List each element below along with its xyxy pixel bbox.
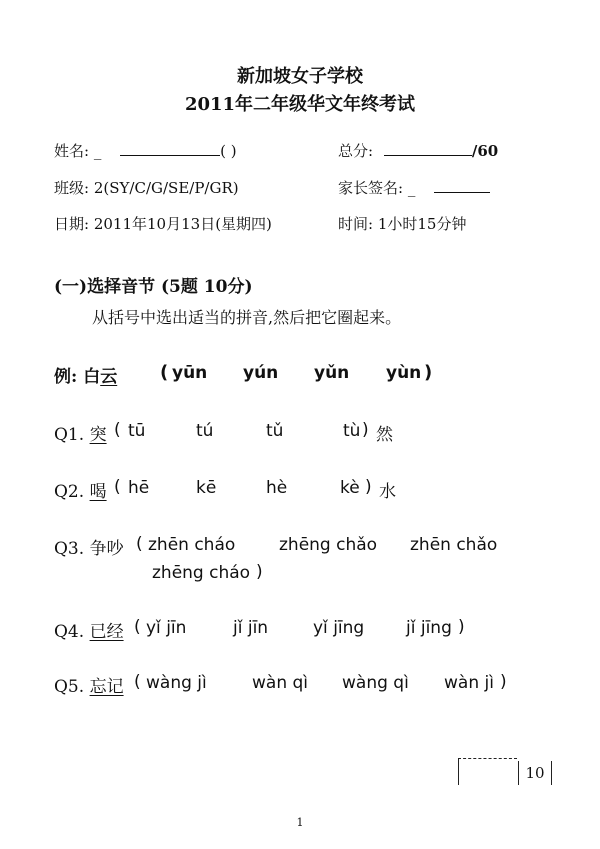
q5-option-3: wàng qì [342, 673, 409, 693]
example-word: 云 [100, 367, 118, 387]
q1-option-2: tú [196, 421, 214, 441]
q2-option-2: kē [196, 478, 217, 498]
date-value: 2011年10月13日(星期四) [93, 215, 272, 233]
q1-option-1: tū [128, 421, 146, 441]
example-label: 例: [54, 367, 78, 387]
question-4 [54, 617, 124, 642]
q5-option-4: wàn jì [444, 673, 494, 693]
q1-option-3: tǔ [266, 421, 284, 441]
name-label: 姓名: [54, 142, 90, 160]
question-number: Q2. [54, 482, 85, 502]
example-prefix: 白 [83, 367, 101, 387]
question-word: 忘记 [89, 677, 124, 697]
parent-line [434, 178, 490, 193]
parent-label: 家长签名: [338, 179, 404, 197]
section-title: (一)选择音节 (5题 10分) [54, 277, 253, 297]
score-label: 总分: [338, 142, 374, 160]
q4-option-2: jǐ jīn [233, 618, 269, 638]
q2-suffix: 水 [379, 482, 396, 502]
date-label: 日期: [54, 215, 90, 233]
q2-option-3: hè [266, 478, 288, 498]
score-line [384, 141, 472, 156]
q3-open-paren: ( [136, 534, 143, 554]
time-value: 1小时15分钟 [377, 215, 467, 233]
page-number: 1 [296, 816, 304, 829]
example-close-paren: ) [424, 362, 433, 383]
parent-blank-mark: _ [407, 179, 416, 197]
question-word: 喝 [89, 482, 107, 502]
q4-option-4: jǐ jīng [406, 618, 452, 638]
q4-option-1: yǐ jīn [146, 618, 187, 638]
date-row [54, 213, 272, 234]
score-row [338, 140, 498, 161]
score-box-value: 10 [518, 761, 552, 785]
name-line [120, 141, 220, 156]
class-number-paren: ( ) [220, 142, 237, 160]
name-blank-mark: _ [93, 142, 102, 160]
question-5 [54, 672, 124, 697]
q4-option-3: yǐ jīng [313, 618, 365, 638]
q2-open-paren: ( [114, 477, 121, 497]
time-label: 时间: [338, 215, 374, 233]
class-row [54, 177, 239, 198]
class-value: 2(SY/C/G/SE/P/GR) [93, 179, 239, 197]
question-word: 争吵 [89, 539, 124, 559]
q5-open-paren: ( [134, 672, 141, 692]
score-total: /60 [471, 142, 499, 160]
q3-close-paren: ) [256, 562, 263, 582]
q3-option-4: zhēng cháo [152, 563, 251, 583]
example-option-4: yùn [386, 363, 422, 383]
example-open-paren: ( [160, 362, 169, 383]
question-number: Q4. [54, 622, 85, 642]
example-option-3: yǔn [314, 363, 350, 383]
question-number: Q1. [54, 425, 85, 445]
class-label: 班级: [54, 179, 90, 197]
question-number: Q5. [54, 677, 85, 697]
q2-close-paren: ) [365, 477, 372, 497]
q1-open-paren: ( [114, 420, 121, 440]
question-2 [54, 477, 107, 502]
example-option-1: yūn [172, 363, 208, 383]
q5-option-2: wàn qì [252, 673, 309, 693]
time-row [338, 213, 466, 234]
q3-option-2: zhēng chǎo [279, 535, 378, 555]
question-1 [54, 420, 107, 445]
q5-option-1: wàng jì [146, 673, 207, 693]
q4-open-paren: ( [134, 617, 141, 637]
section-instruction: 从括号中选出适当的拼音,然后把它圈起来。 [92, 308, 402, 327]
q3-option-1: zhēn cháo [148, 535, 236, 555]
q4-close-paren: ) [458, 617, 465, 637]
question-word: 已经 [89, 622, 124, 642]
question-3 [54, 534, 124, 559]
q5-close-paren: ) [500, 672, 507, 692]
school-name: 新加坡女子学校 [237, 66, 363, 87]
question-word: 突 [89, 425, 107, 445]
q1-option-4: tù [343, 421, 361, 441]
q3-option-3: zhēn chǎo [410, 535, 498, 555]
q2-option-1: hē [128, 478, 150, 498]
score-box-blank [458, 758, 517, 785]
example-row [54, 362, 117, 387]
q1-close-paren: ) [362, 420, 369, 440]
name-row [54, 140, 237, 161]
question-number: Q3. [54, 539, 85, 559]
section-score-box [458, 758, 554, 786]
example-option-2: yún [243, 363, 279, 383]
q1-suffix: 然 [376, 425, 393, 445]
parent-row [338, 177, 490, 198]
q2-option-4: kè [340, 478, 360, 498]
exam-title: 2011年二年级华文年终考试 [184, 94, 416, 115]
